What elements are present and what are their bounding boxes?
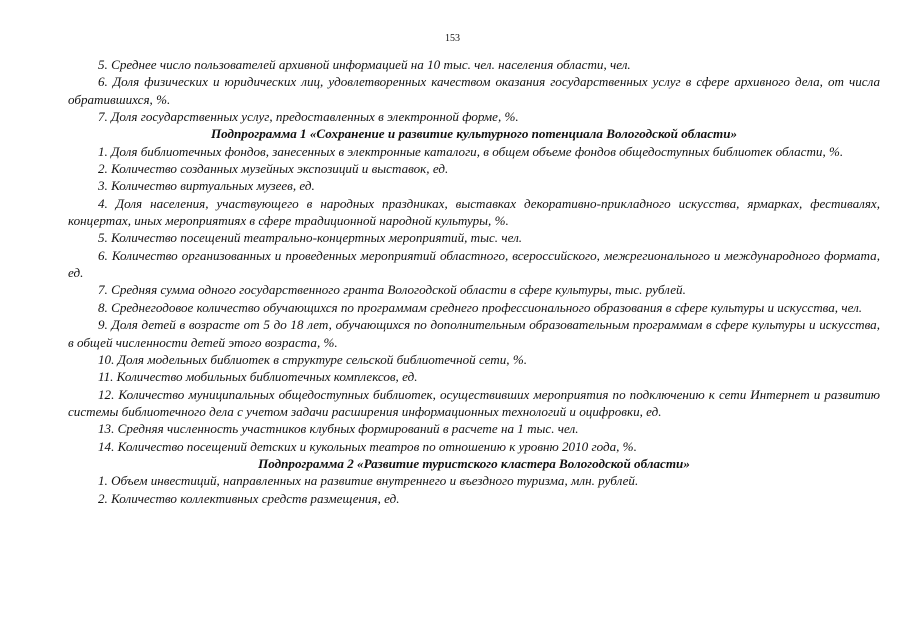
indicator-archive-satisfaction: 6. Доля физических и юридических лиц, удовлетворенных качеством оказания государственных услуг в сфере архивного дела, от числа обратившихся, %. <box>68 74 880 107</box>
indicator-archive-users: 5. Среднее число пользователей архивной информацией на 10 тыс. чел. населения области, чел. <box>98 57 631 72</box>
indicator-internet-libraries: 12. Количество муниципальных общедоступных библиотек, осуществивших мероприятия по подключению к сети Интернет и развитию системы библиотечного дела с учетом задачи расширения информационных технологий и оцифровки, ед. <box>68 386 880 419</box>
indicator-virtual-museums: 3. Количество виртуальных музеев, ед. <box>98 178 315 194</box>
document-body <box>68 56 880 507</box>
indicator-folk-culture-participation: 4. Доля населения, участвующего в народных праздниках, выставках декоративно-прикладного искусства, ярмарках, фестивалях, концертах, иных мероприятиях в сфере традиционной народной культуры, %. <box>68 195 880 229</box>
indicator-club-participants: 13. Средняя численность участников клубных формирований в расчете на 1 тыс. чел. <box>98 421 579 437</box>
indicator-children-education-share: 9. Доля детей в возрасте от 5 до 18 лет, обучающихся по дополнительным образовательным программам в сфере культуры и искусства, в общей численности детей этого возраста, %. <box>68 317 880 350</box>
indicator-puppet-theatre-visits: 14. Количество посещений детских и кукольных театров по отношению к уровню 2010 года, %. <box>98 438 637 454</box>
indicator-model-libraries: 10. Доля модельных библиотек в структуре сельской библиотечной сети, %. <box>98 351 528 367</box>
indicator-vocational-students: 8. Среднегодовое количество обучающихся по программам среднего профессионального образования в сфере культуры и искусства, чел. <box>98 299 863 315</box>
indicator-accommodation-facilities: 2. Количество коллективных средств размещения, ед. <box>98 490 400 506</box>
indicator-electronic-services: 7. Доля государственных услуг, предоставленных в электронной форме, %. <box>98 109 519 125</box>
indicator-organized-events: 6. Количество организованных и проведенных мероприятий областного, всероссийского, межрегионального и международного формата, ед. <box>68 247 880 281</box>
indicator-mobile-library-complexes: 11. Количество мобильных библиотечных комплексов, ед. <box>98 369 418 385</box>
indicator-museum-exhibitions: 2. Количество созданных музейных экспозиций и выставок, ед. <box>98 161 449 177</box>
indicator-library-catalogs: 1. Доля библиотечных фондов, занесенных в электронные каталоги, в общем объеме фондов общедоступных библиотек области, %. <box>98 143 844 159</box>
subprogram-1-heading: Подпрограмма 1 «Сохранение и развитие культурного потенциала Вологодской области» <box>210 126 738 142</box>
subprogram-2-heading: Подпрограмма 2 «Развитие туристского кластера Вологодской области» <box>258 455 690 471</box>
indicator-tourism-investment: 1. Объем инвестиций, направленных на развитие внутреннего и въездного туризма, млн. рублей. <box>98 473 639 489</box>
page-number: 153 <box>445 33 460 44</box>
indicator-theatre-visits: 5. Количество посещений театрально-концертных мероприятий, тыс. чел. <box>98 230 523 246</box>
indicator-grant-amount: 7. Средняя сумма одного государственного гранта Вологодской области в сфере культуры, тыс. рублей. <box>98 282 686 298</box>
